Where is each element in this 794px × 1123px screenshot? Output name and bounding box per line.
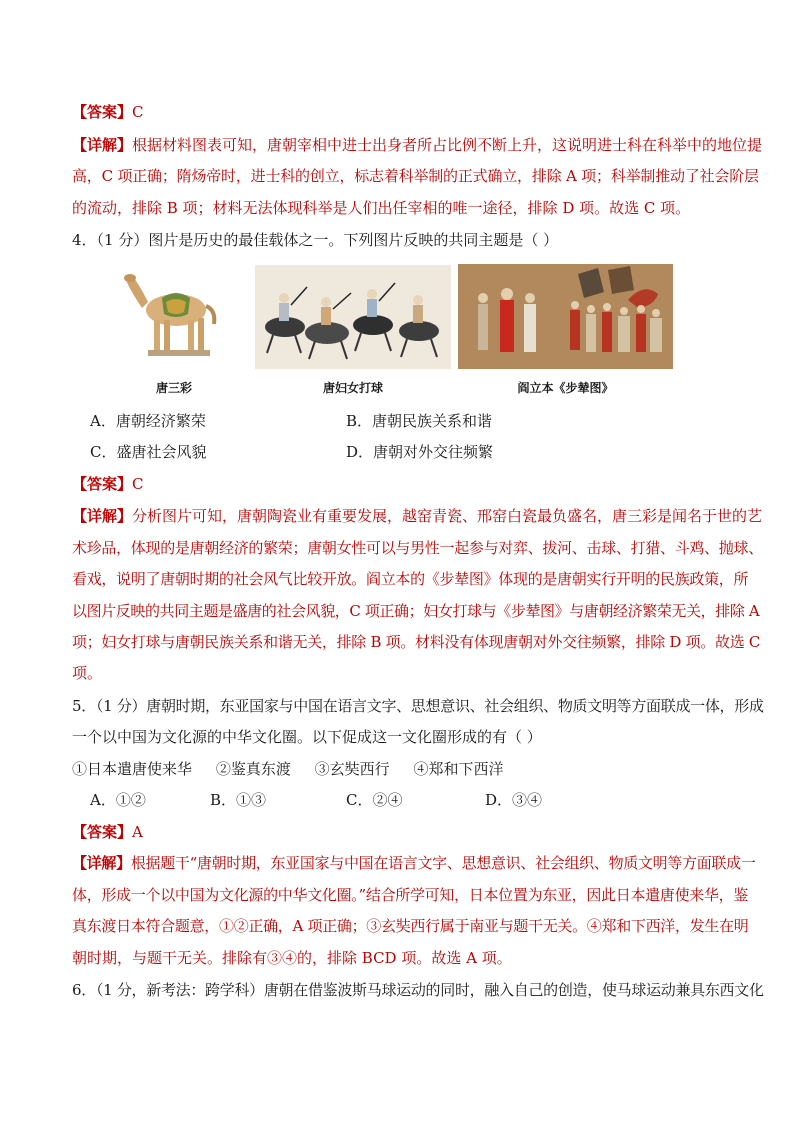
q4-detail-line-6: 项。 — [72, 664, 103, 682]
q3-answer-line — [72, 102, 732, 122]
q3-detail-line-2: 高，C 项正确；隋炀帝时，进士科的创立，标志着科举制的正式确立，排除 A 项；科举制推动了社会阶层 — [72, 167, 759, 185]
q5-stem-line-1: 5．（1 分）唐朝时期，东亚国家与中国在语言文字、思想意识、社会组织、物质文明等方面联成一体，形成 — [72, 697, 764, 715]
q5-option-b: B．①③ — [210, 791, 267, 809]
q5-detail-line-2: 体，形成一个以中国为文化源的中华文化圈。”结合所学可知，日本位置为东亚，因此日本遣唐使来华，鉴 — [72, 886, 749, 904]
q4-detail-line-5: 项；妇女打球与唐朝民族关系和谐无关，排除 B 项。材料没有体现唐朝对外交往频繁，排除 D 项。故选 C — [72, 633, 761, 651]
q4-detail-line-3: 看戏，说明了唐朝时期的社会风气比较开放。阎立本的《步辇图》体现的是唐朝实行开明的民族政策，所 — [72, 570, 749, 588]
q5-option-d: D．③④ — [485, 791, 543, 809]
detail-tag: 【详解】 — [72, 854, 131, 872]
q5-detail-line-3: 真东渡日本符合题意，①②正确，A 项正确；③玄奘西行属于南亚与题干无关。④郑和下西洋，发生在明 — [72, 917, 749, 935]
q5-detail-line-1 — [72, 853, 756, 873]
detail-tag: 【详解】 — [72, 136, 133, 154]
bunian-tu-painting-image — [458, 264, 673, 369]
answer-value: C — [132, 475, 144, 493]
answer-value: A — [132, 823, 143, 841]
q5-answer-line — [72, 822, 732, 842]
q4-option-b: B．唐朝民族关系和谐 — [346, 412, 493, 430]
q6-stem: 6．（1 分，新考法：跨学科）唐朝在借鉴波斯马球运动的同时，融入自己的创造，使马球运动兼具东西文化 — [72, 981, 764, 999]
q3-detail-line-1 — [72, 135, 763, 155]
q4-answer-line — [72, 474, 732, 494]
answer-tag: 【答案】 — [72, 823, 133, 841]
detail-text: 根据材料图表可知，唐朝宰相中进士出身者所占比例不断上升，这说明进士科在科举中的地位提 — [132, 136, 763, 154]
answer-value: C — [132, 103, 144, 121]
q4-option-d: D．唐朝对外交往频繁 — [346, 443, 494, 461]
q5-items: ①日本遣唐使来华 ②鉴真东渡 ③玄奘西行 ④郑和下西洋 — [72, 760, 504, 778]
q4-detail-line-4: 以图片反映的共同主题是盛唐的社会风貌，C 项正确；妇女打球与《步辇图》与唐朝经济繁荣无关，排除 A — [72, 602, 760, 620]
answer-tag: 【答案】 — [72, 103, 133, 121]
women-polo-painting-image — [255, 265, 451, 369]
caption-women-polo: 唐妇女打球 — [322, 381, 383, 395]
q3-detail-line-3: 的流动，排除 B 项；材料无法体现科举是人们出任宰相的唯一途径，排除 D 项。故选 C 项。 — [72, 199, 691, 217]
detail-text: 根据题干“唐朝时期，东亚国家与中国在语言文字、思想意识、社会组织、物质文明等方面联成一 — [130, 854, 756, 872]
caption-tang-sancai: 唐三彩 — [155, 381, 192, 395]
q4-option-c: C．盛唐社会风貌 — [90, 443, 207, 461]
q4-detail-line-2: 术珍品，体现的是唐朝经济的繁荣；唐朝女性可以与男性一起参与对弈、拔河、击球、打猎、斗鸡、抛球、 — [72, 539, 763, 557]
answer-tag: 【答案】 — [72, 475, 133, 493]
q5-detail-line-4: 朝时期，与题干无关。排除有③④的，排除 BCD 项。故选 A 项。 — [72, 949, 512, 967]
q4-stem: 4．（1 分）图片是历史的最佳载体之一。下列图片反映的共同主题是（ ） — [72, 231, 559, 249]
q4-option-a: A．唐朝经济繁荣 — [90, 412, 206, 430]
tang-sancai-horse-image — [118, 262, 230, 362]
detail-text: 分析图片可知，唐朝陶瓷业有重要发展，越窑青瓷、邢窑白瓷最负盛名，唐三彩是闻名于世的艺 — [132, 507, 763, 525]
q4-detail-line-1 — [72, 506, 763, 526]
q5-stem-line-2: 一个以中国为文化源的中华文化圈。以下促成这一文化圈形成的有（ ） — [72, 728, 542, 746]
detail-tag: 【详解】 — [72, 507, 133, 525]
q5-option-c: C．②④ — [346, 791, 403, 809]
q5-option-a: A．①② — [90, 791, 146, 809]
caption-bunian-tu: 阎立本《步辇图》 — [517, 381, 614, 395]
